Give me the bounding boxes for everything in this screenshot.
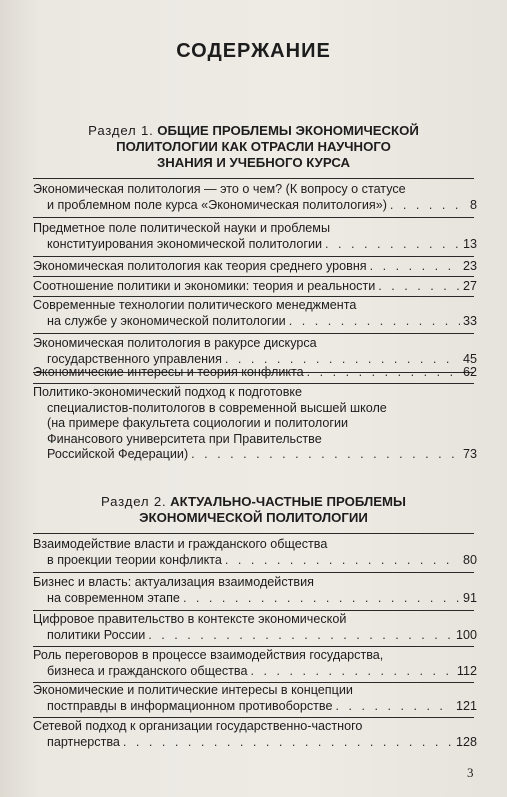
toc-entry-title-end: Российской Федерации) [47, 447, 189, 461]
toc-entry-line: Экономические и политические интересы в концепции [33, 683, 353, 697]
toc-entry-title-end: Соотношение политики и экономики: теория и реальности [33, 279, 376, 293]
section-2-heading-line-1: АКТУАЛЬНО-ЧАСТНЫЕ ПРОБЛЕМЫ [170, 494, 406, 509]
toc-entry[interactable] [33, 182, 477, 213]
section-1-label: Раздел 1. [88, 123, 154, 138]
leader-dots [148, 628, 453, 644]
toc-entry-line: специалистов-политологов в современной высшей школе [47, 400, 387, 415]
toc-entry[interactable] [33, 336, 477, 367]
section-1-divider [33, 178, 474, 179]
toc-entry[interactable] [33, 648, 477, 679]
toc-entry-title-end: партнерства [47, 734, 120, 749]
toc-entry-line: Политико-экономический подход к подготовке [33, 385, 303, 399]
toc-entry-title-end: Экономические интересы и теория конфликта [33, 365, 304, 379]
section-1-heading-line-2: ПОЛИТОЛОГИИ КАК ОТРАСЛИ НАУЧНОГО [116, 139, 391, 154]
toc-entry[interactable] [33, 612, 477, 643]
toc-entry[interactable] [33, 279, 477, 295]
entry-divider [33, 572, 474, 573]
section-2-label: Раздел 2. [101, 494, 167, 509]
entry-divider [33, 217, 474, 218]
toc-entry-page: 45 [462, 351, 477, 366]
entry-divider [33, 646, 474, 647]
entry-divider [33, 717, 474, 718]
toc-entry[interactable] [33, 575, 477, 606]
section-2-heading [40, 494, 467, 526]
leader-dots [370, 259, 460, 275]
page-number: 3 [467, 765, 474, 780]
toc-entry-line: Предметное поле политической науки и проблемы [33, 221, 331, 235]
toc-entry-title-end: постправды в информационном противоборстве [47, 698, 333, 713]
toc-entry-page: 62 [462, 365, 477, 379]
toc-entry-line: Роль переговоров в процессе взаимодействия государства, [33, 648, 384, 662]
leader-dots [191, 447, 460, 463]
toc-entry[interactable] [33, 719, 477, 750]
toc-entry-line: Взаимодействие власти и гражданского общества [33, 537, 328, 551]
entry-divider [33, 333, 474, 334]
toc-entry-line: Цифровое правительство в контексте экономической [33, 612, 347, 626]
leader-dots [183, 591, 460, 607]
toc-entry-page: 112 [456, 663, 477, 678]
toc-entry[interactable] [33, 365, 477, 381]
toc-entry[interactable] [33, 298, 477, 329]
section-2-heading-line-2: ЭКОНОМИЧЕСКОЙ ПОЛИТОЛОГИИ [139, 510, 368, 525]
toc-entry[interactable] [33, 683, 477, 714]
leader-dots [225, 553, 460, 569]
entry-divider [33, 256, 474, 257]
page-title: СОДЕРЖАНИЕ [176, 40, 331, 62]
entry-divider [33, 383, 474, 384]
toc-entry-page: 27 [462, 279, 477, 293]
leader-dots [250, 664, 453, 680]
toc-entry-title-end: Экономическая политология как теория среднего уровня [33, 259, 367, 273]
toc-entry-title-end: политики России [47, 627, 146, 642]
leader-dots [335, 699, 453, 715]
toc-entry[interactable] [33, 259, 477, 275]
entry-divider [33, 296, 474, 297]
toc-entry-title-end: государственного управления [47, 351, 222, 366]
leader-dots [123, 735, 453, 751]
toc-entry-page: 23 [462, 259, 477, 273]
leader-dots [307, 365, 460, 381]
toc-entry-title-end: и проблемном поле курса «Экономическая политология») [47, 197, 387, 212]
leader-dots [378, 279, 460, 295]
section-1-heading [40, 123, 467, 171]
toc-entry-title-end: бизнеса и гражданского общества [47, 663, 248, 678]
toc-entry-title-end: на службе у экономической политологии [47, 313, 286, 328]
toc-entry-title-end: на современном этапе [47, 590, 180, 605]
toc-entry-line: Финансового университета при Правительстве [47, 431, 322, 446]
toc-entry-title-end: конституирования экономической политологии [47, 236, 323, 251]
toc-entry-page: 100 [455, 627, 477, 642]
toc-entry-page: 73 [462, 447, 477, 461]
toc-entry-page: 128 [455, 734, 477, 749]
leader-dots [289, 314, 460, 330]
toc-entry-page: 33 [462, 313, 477, 328]
section-2-divider [33, 533, 474, 534]
toc-entry-line: Современные технологии политического менеджмента [33, 298, 357, 312]
toc-entry-page: 80 [462, 552, 477, 567]
toc-entry-line: Экономическая политология в ракурсе дискурса [33, 336, 317, 350]
toc-entry-line: (на примере факультета социологии и политологии [47, 416, 349, 430]
toc-entry-page: 121 [455, 698, 477, 713]
toc-entry-page: 8 [469, 197, 477, 212]
leader-dots [325, 237, 460, 253]
toc-entry[interactable] [33, 537, 477, 568]
toc-entry-line: Сетевой подход к организации государственно-частного [33, 719, 363, 733]
entry-divider [33, 610, 474, 611]
section-1-heading-line-3: ЗНАНИЯ И УЧЕБНОГО КУРСА [156, 155, 351, 170]
toc-entry-line: Экономическая политология — это о чем? (К вопросу о статусе [33, 182, 406, 196]
toc-entry-line: Бизнес и власть: актуализация взаимодействия [33, 575, 314, 589]
entry-divider [33, 276, 474, 277]
toc-entry-page: 91 [462, 590, 477, 605]
toc-entry[interactable] [33, 385, 477, 463]
section-1-heading-line-1: ОБЩИЕ ПРОБЛЕМЫ ЭКОНОМИЧЕСКОЙ [157, 123, 419, 138]
toc-entry-title-end: в проекции теории конфликта [47, 552, 222, 567]
leader-dots [390, 198, 467, 214]
toc-entry[interactable] [33, 221, 477, 252]
toc-entry-page: 13 [462, 236, 477, 251]
